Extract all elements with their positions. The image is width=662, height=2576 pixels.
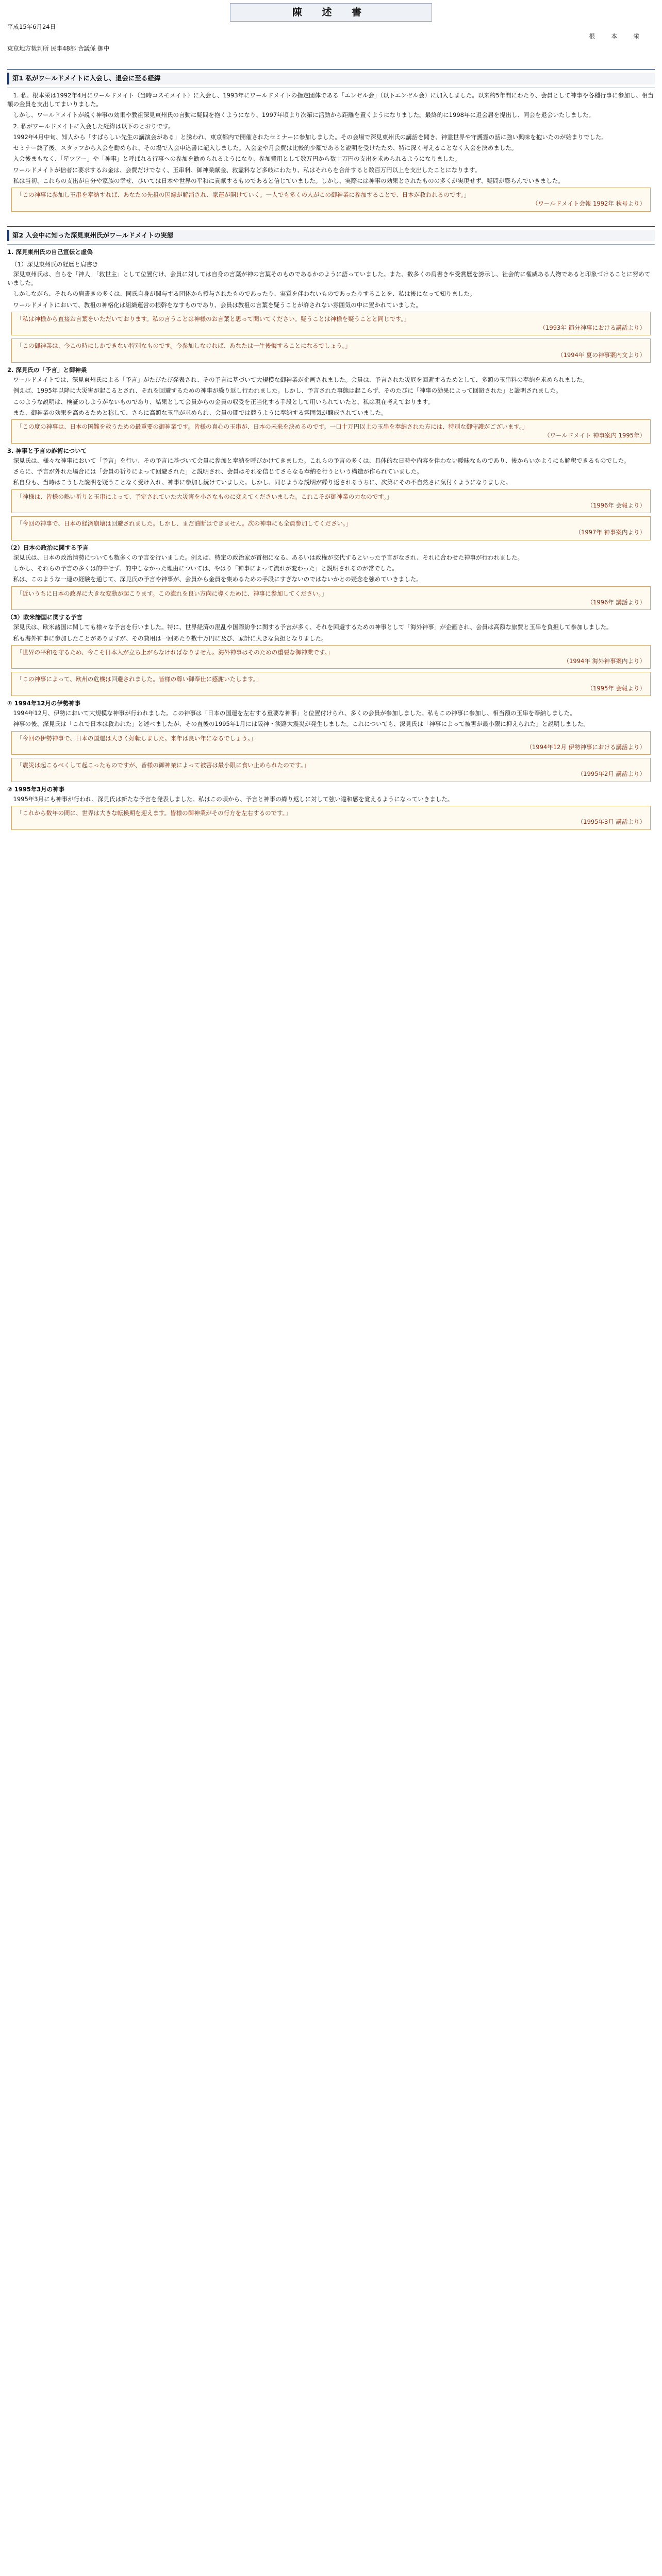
document-body — [7, 68, 655, 833]
section-gap — [7, 215, 655, 225]
subsection-heading: 2. 深見氏の「予言」と御神業 — [7, 366, 87, 374]
section-heading: 第2 入会中に知った深見東州氏がワールドメイトの実態 — [7, 230, 655, 242]
subsubsection-heading: （1）深見東州氏の経歴と肩書き — [11, 260, 98, 268]
paragraph: 私自身も、当時はこうした説明を疑うことなく受け入れ、神事に参加し続けていました。しかし、同じような説明が繰り返されるうちに、次第にその不自然さに気付くようになりました。 — [13, 479, 512, 486]
paragraph: 深見東州氏は、自らを「神人」「救世主」として位置付け、会員に対しては自身の言葉が神の言葉そのものであるかのように語っていました。また、数多くの肩書きや受賞歴を誇示し、社会的に権威ある人物であると印象づけることに努めていました。 — [7, 270, 651, 286]
quote-text: 「私は神様から直接お言葉をいただいております。私の言うことは神様のお言葉と思って聞いてください。疑うことは神様を疑うことと同じです。」 — [16, 315, 410, 323]
quote-box — [11, 516, 651, 540]
paragraph: 1994年12月、伊勢において大規模な神事が行われました。この神事は「日本の国運を左右する重要な神事」と位置付けられ、多くの会員が参加しました。私もこの神事に参加し、相当額の玉串を奉納しました。 — [13, 709, 576, 717]
quote-citation: （1994年12月 伊勢神事における講話より） — [526, 743, 646, 751]
quote-text: 「神様は、皆様の熱い祈りと玉串によって、予定されていた大災害を小さなものに変えてくださいました。これこそが御神業の力なのです。」 — [16, 493, 393, 500]
quote-text: 「この度の神事は、日本の国難を救うための最重要の御神業です。皆様の真心の玉串が、日本の未来を決めるのです。一口十万円以上の玉串を奉納された方には、特別な御守護がございます。」 — [16, 423, 528, 430]
quote-citation: （ワールドメイト会報 1992年 秋号より） — [532, 200, 646, 208]
paragraph: ワールドメイトが信者に要求するお金は、会費だけでなく、玉串料、御神業献金、救霊料など多岐にわたり、私はそれらを合計すると数百万円以上を支出したことになります。 — [13, 166, 481, 174]
paragraph: 私は当初、これらの支出が自分や家族の幸せ、ひいては日本や世界の平和に貢献するものであると信じていました。しかし、実際には神事の効果とされたものの多くが実現せず、疑問が膨らんでいきました。 — [13, 177, 564, 184]
quote-box — [11, 806, 651, 830]
subsection-heading: 3. 神事と予言の詐術について — [7, 447, 87, 454]
paragraph: ワールドメイトでは、深見東州氏による「予言」がたびたび発表され、その予言に基づいて大規模な御神業が企画されました。会員は、予言された災厄を回避するためとして、多額の玉串料の奉納を求められました。 — [13, 376, 588, 383]
paragraph: 深見氏は、欧米諸国に関しても様々な予言を行いました。特に、世界経済の混乱や国際紛争に関する予言が多く、それを回避するための神事として「海外神事」が企画され、会員は高額な旅費と玉串を負担して参加しました。 — [13, 623, 613, 631]
quote-citation: （1997年 神事案内より） — [575, 529, 646, 536]
quote-text: 「近いうちに日本の政界に大きな変動が起こります。この流れを良い方向に導くために、神事に参加してください。」 — [16, 589, 327, 597]
subsection-heading: （2）日本の政治に関する予言 — [7, 544, 89, 551]
quote-citation: （1994年 海外神事案内より） — [563, 657, 646, 665]
paragraph: 1. 私、根本栄は1992年4月にワールドメイト（当時コスモメイト）に入会し、1993年にワールドメイトの指定団体である「エンゼル会」（以下エンゼル会）に加入しました。以来約5年間にわたり、会員として神事や各種行事に参加し、相当額の金員を支出してまいりました。 — [7, 91, 654, 108]
quote-box — [11, 489, 651, 514]
document-date: 平成15年6月24日 — [7, 23, 56, 30]
paragraph: 私も海外神事に参加したことがありますが、その費用は一回あたり数十万円に及び、家計に大きな負担となりました。 — [13, 634, 327, 642]
section-heading: 第1 私がワールドメイトに入会し、退会に至る経緯 — [7, 73, 655, 84]
quote-citation: （1996年 会報より） — [587, 501, 646, 509]
quote-citation: （1996年 講話より） — [587, 598, 646, 606]
quote-box — [11, 312, 651, 336]
paragraph: また、御神業の効果を高めるためと称して、さらに高額な玉串が求められ、会員の間では競うように奉納する雰囲気が醸成されていました。 — [13, 409, 387, 416]
quote-box — [11, 645, 651, 669]
paragraph: しかし、それらの予言の多くは的中せず、的中しなかった理由については、やはり「神事によって流れが変わった」と説明されるのが常でした。 — [13, 565, 398, 572]
section-rule-thin — [7, 244, 655, 245]
quote-text: 「この神事によって、欧州の危機は回避されました。皆様の尊い御奉仕に感謝いたします。」 — [16, 675, 262, 683]
quote-citation: （1995年2月 講話より） — [577, 770, 646, 778]
quote-text: 「今回の神事で、日本の経済崩壊は回避されました。しかし、まだ油断はできません。次の神事にも全員参加してください。」 — [16, 520, 352, 527]
section-rule — [7, 226, 655, 227]
quote-citation: （1993年 節分神事における講話より） — [539, 324, 646, 331]
quote-box — [11, 419, 651, 444]
paragraph: 入会後まもなく、「星ツアー」や「神事」と呼ばれる行事への参加を勧められるようになり、参加費用として数万円から数十万円の支出を求められるようになりました。 — [13, 155, 461, 163]
document-title: 陳 述 書 — [230, 3, 432, 22]
subsection-heading: （3）欧米諸国に関する予言 — [7, 614, 83, 621]
paragraph: しかしながら、それらの肩書きの多くは、同氏自身が関与する団体から授与されたものであったり、実質を伴わないものであったりすることを、私は後になって知りました。 — [13, 290, 476, 298]
paragraph: しかし、ワールドメイトが説く神事の効果や教祖深見東州氏の言動に疑問を抱くようになり、1997年頃より次第に活動から距離を置くようになりました。最終的に1998年に退会届を提出し、同会を退会いたしました。 — [13, 111, 594, 119]
quote-text: 「震災は起こるべくして起こったものですが、皆様の御神業によって被害は最小限に食い止められたのです。」 — [16, 761, 310, 769]
subsection-heading: ① 1994年12月の伊勢神事 — [7, 699, 81, 707]
quote-box — [11, 731, 651, 755]
quote-box — [11, 586, 651, 611]
paragraph: 2. 私がワールドメイトに入会した経緯は以下のとおりです。 — [13, 122, 174, 130]
quote-box — [11, 338, 651, 363]
subsection-heading: ② 1995年3月の神事 — [7, 785, 65, 793]
paragraph: 例えば、1995年以降に大災害が起こるとされ、それを回避するための神事が繰り返し行われました。しかし、予言された事態は起こらず、そのたびに「神事の効果によって回避された」と説明されました。 — [13, 387, 562, 395]
paragraph: 深見氏は、日本の政治情勢についても数多くの予言を行いました。例えば、特定の政治家が首相になる、あるいは政権が交代するといった予言がなされ、それに合わせた神事が行われました。 — [13, 553, 523, 561]
paragraph: 1995年3月にも神事が行われ、深見氏は新たな予言を発表しました。私はこの頃から、予言と神事の繰り返しに対して強い違和感を覚えるようになっていきました。 — [13, 795, 454, 803]
subsection-heading: 1. 深見東州氏の自己宣伝と虚偽 — [7, 248, 93, 256]
section-rule — [7, 69, 655, 70]
quote-citation: （1995年 会報より） — [587, 684, 646, 692]
quote-text: 「この御神業は、今この時にしかできない特別なものです。今参加しなければ、あなたは一生後悔することになるでしょう。」 — [16, 342, 351, 350]
author-name: 根 本 栄 — [589, 32, 647, 40]
quote-box — [11, 672, 651, 696]
court-address: 東京地方裁判所 民事48部 合議係 御中 — [7, 45, 110, 52]
paragraph: 深見氏は、様々な神事において「予言」を行い、その予言に基づいて会員に参加と奉納を呼びかけてきました。これらの予言の多くは、具体的な日時や内容を伴わない曖昧なものであり、後からいかようにも解釈できるものでした。 — [13, 456, 630, 464]
paragraph: ワールドメイトにおいて、教祖の神格化は組織運営の根幹をなすものであり、会員は教祖の言葉を疑うことが許されない雰囲気の中に置かれていました。 — [13, 301, 422, 309]
quote-text: 「これから数年の間に、世界は大きな転換期を迎えます。皆様の御神業がその行方を左右するのです。」 — [16, 809, 291, 817]
paragraph: 私は、このような一連の経験を通じて、深見氏の予言や神事が、会員から金員を集めるための手段にすぎないのではないかとの疑念を強めていきました。 — [13, 575, 422, 583]
quote-citation: （1994年 夏の神事案内文より） — [557, 351, 646, 359]
paragraph: 神事の後、深見氏は「これで日本は救われた」と述べましたが、その直後の1995年1月には阪神・淡路大震災が発生しました。これについても、深見氏は「神事によって被害が最小限に抑えられた」と説明しました。 — [13, 720, 589, 728]
paragraph: このような説明は、検証のしようがないものであり、結果として会員からの金員の収受を正当化する手段として用いられていたと、私は現在考えております。 — [13, 398, 434, 405]
quote-box — [11, 188, 651, 212]
paragraph: さらに、予言が外れた場合には「会員の祈りによって回避された」と説明され、会員はそれを信じてさらなる奉納を行うという構造が作られていました。 — [13, 468, 423, 475]
quote-text: 「世界の平和を守るため、今こそ日本人が立ち上がらなければなりません。海外神事はそのための重要な御神業です。」 — [16, 648, 334, 656]
quote-citation: （ワールドメイト 神事案内 1995年） — [543, 432, 646, 439]
quote-box — [11, 758, 651, 782]
quote-citation: （1995年3月 講話より） — [577, 818, 646, 826]
paragraph: 1992年4月中旬、知人から「すばらしい先生の講演会がある」と誘われ、東京都内で開催されたセミナーに参加しました。その会場で深見東州氏の講話を聞き、神霊世界や守護霊の話に強い興味を抱いたのが始まりでした。 — [13, 133, 607, 141]
quote-text: 「今回の伊勢神事で、日本の国運は大きく好転しました。来年は良い年になるでしょう。」 — [16, 734, 257, 742]
paragraph: セミナー終了後、スタッフから入会を勧められ、その場で入会申込書に記入しました。入会金や月会費は比較的少額であると説明を受けたため、特に深く考えることなく入会を決めました。 — [13, 144, 518, 151]
quote-text: 「この神事に参加し玉串を奉納すれば、あなたの先祖の因縁が解消され、家運が開けていく。一人でも多くの人がこの御神業に参加することで、日本が救われるのです。」 — [16, 191, 470, 198]
